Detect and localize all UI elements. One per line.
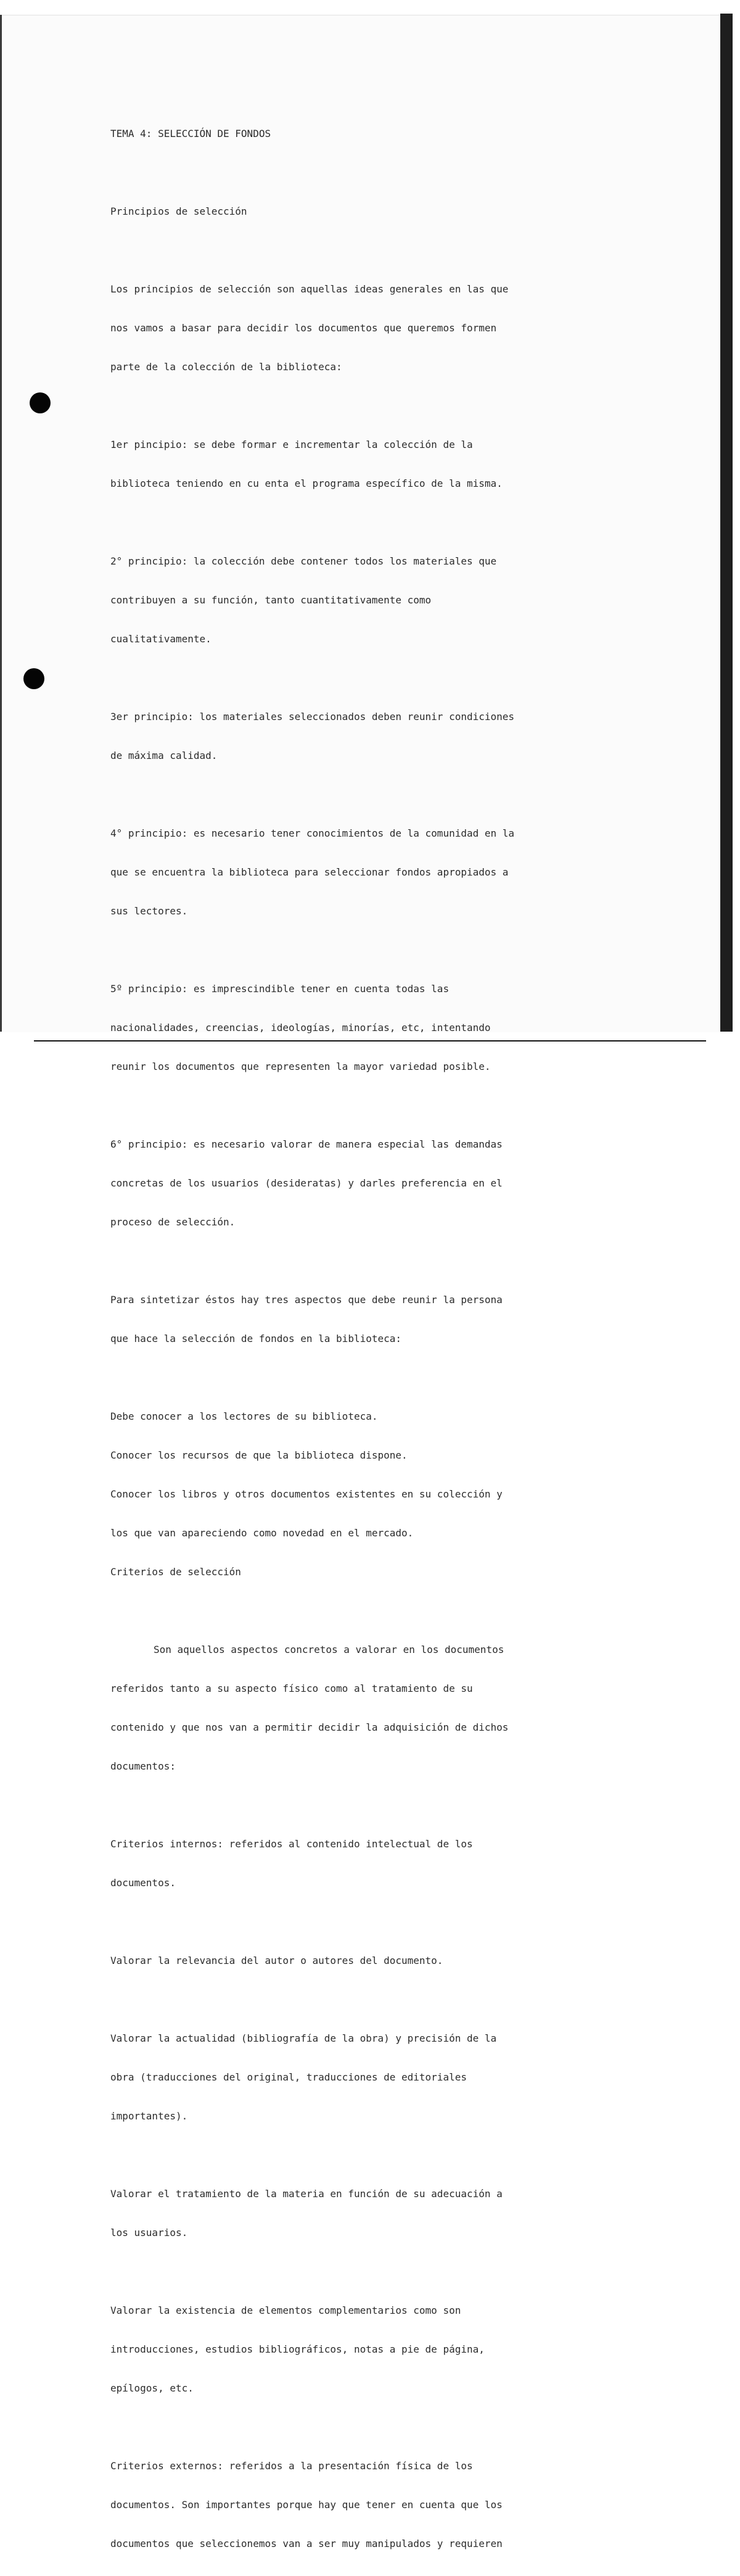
text-line: introducciones, estudios bibliográficos, notas a pie de página, — [110, 2343, 485, 2355]
principle-4 — [110, 801, 616, 943]
intro-paragraph — [110, 257, 616, 399]
text-line: 5º principio: es imprescindible tener en cuenta todas las — [110, 983, 450, 995]
principle-3 — [110, 684, 616, 788]
text-line: proceso de selección. — [110, 1216, 236, 1228]
text-line: documentos: — [110, 1760, 176, 1772]
principle-2 — [110, 529, 616, 671]
text-line: que se encuentra la biblioteca para seleccionar fondos apropiados a — [110, 866, 509, 878]
text-line: 4° principio: es necesario tener conocimientos de la comunidad en la — [110, 827, 515, 839]
text-line: parte de la colección de la biblioteca: — [110, 361, 342, 373]
text-line: Los principios de selección son aquellas ideas generales en las que — [110, 283, 509, 295]
external-criteria-paragraph — [110, 2433, 616, 2576]
text-line: epílogos, etc. — [110, 2382, 194, 2394]
text-line: documentos. — [110, 1877, 176, 1889]
text-line: Criterios externos: referidos a la presentación física de los — [110, 2460, 473, 2472]
text-line: concretas de los usuarios (desideratas) y darles preferencia en el — [110, 1177, 503, 1189]
text-line: obra (traducciones del original, traducciones de editoriales — [110, 2071, 467, 2083]
text-line: Son aquellos aspectos concretos a valorar en los documentos — [154, 1644, 504, 1655]
aspect-item: Debe conocer a los lectores de su biblioteca. — [110, 1410, 378, 1422]
scan-left-edge — [0, 15, 2, 1032]
aspects-list — [110, 1384, 616, 1604]
criteria-intro-paragraph — [110, 1617, 616, 1799]
text-line: documentos. Son importantes porque hay que tener en cuenta que los — [110, 2499, 503, 2511]
aspect-item: los que van apareciendo como novedad en el mercado. — [110, 1527, 414, 1539]
text-line: Para sintetizar éstos hay tres aspectos que debe reunir la persona — [110, 1294, 503, 1306]
text-line: Valorar la relevancia del autor o autores del documento. — [110, 1955, 443, 1966]
punch-hole-lower — [23, 668, 44, 689]
text-line: Valorar el tratamiento de la materia en función de su adecuación a — [110, 2188, 503, 2200]
text-line: los usuarios. — [110, 2227, 188, 2238]
document-title — [110, 101, 616, 166]
synthesis-paragraph — [110, 1267, 616, 1371]
internal-criterion-complementary — [110, 2278, 616, 2421]
principle-5 — [110, 956, 616, 1099]
text-line: reunir los documentos que representen la mayor variedad posible. — [110, 1061, 491, 1072]
text-line: Valorar la actualidad (bibliografía de la obra) y precisión de la — [110, 2032, 497, 2044]
section-heading-criteria: Criterios de selección — [110, 1566, 241, 1578]
text-line: referidos tanto a su aspecto físico como al tratamiento de su — [110, 1683, 473, 1694]
internal-criteria-heading — [110, 1812, 616, 1915]
scan-right-edge — [720, 14, 733, 1032]
text-line: biblioteca teniendo en cu enta el programa específico de la misma. — [110, 478, 503, 489]
text-line: contribuyen a su función, tanto cuantitativamente como — [110, 594, 432, 606]
text-line: Valorar la existencia de elementos complementarios como son — [110, 2305, 461, 2316]
text-line: 2° principio: la colección debe contener todos los materiales que — [110, 555, 497, 567]
aspect-item: Conocer los libros y otros documentos existentes en su colección y — [110, 1488, 503, 1500]
text-line: contenido y que nos van a permitir decidir la adquisición de dichos — [110, 1721, 509, 1733]
section-heading-principles — [110, 179, 616, 244]
internal-criterion-treatment — [110, 2161, 616, 2265]
text-line: que hace la selección de fondos en la biblioteca: — [110, 1333, 402, 1344]
principle-6 — [110, 1112, 616, 1254]
aspect-item: Conocer los recursos de que la biblioteca dispone. — [110, 1449, 408, 1461]
text-line: Criterios internos: referidos al contenido intelectual de los — [110, 1838, 473, 1850]
text-line: 3er principio: los materiales seleccionados deben reunir condiciones — [110, 711, 515, 723]
text-line: documentos que seleccionemos van a ser muy manipulados y requieren — [110, 2538, 503, 2549]
text-line: nacionalidades, creencias, ideologías, minorías, etc, intentando — [110, 1022, 491, 1033]
text-line: sus lectores. — [110, 905, 188, 917]
text-line: importantes). — [110, 2110, 188, 2122]
title-line: TEMA 4: SELECCIÓN DE FONDOS — [110, 128, 271, 139]
principle-1 — [110, 412, 616, 516]
punch-hole-upper — [30, 392, 51, 413]
section-heading-line: Principios de selección — [110, 205, 247, 217]
document-body — [110, 101, 616, 2576]
text-line: de máxima calidad. — [110, 750, 218, 761]
text-line: nos vamos a basar para decidir los documentos que queremos formen — [110, 322, 497, 334]
text-line: 6° principio: es necesario valorar de manera especial las demandas — [110, 1138, 503, 1150]
internal-criterion-actuality — [110, 2006, 616, 2148]
text-line: 1er pincipio: se debe formar e incrementar la colección de la — [110, 439, 473, 450]
text-line: cualitativamente. — [110, 633, 212, 645]
internal-criterion-author — [110, 1928, 616, 1993]
